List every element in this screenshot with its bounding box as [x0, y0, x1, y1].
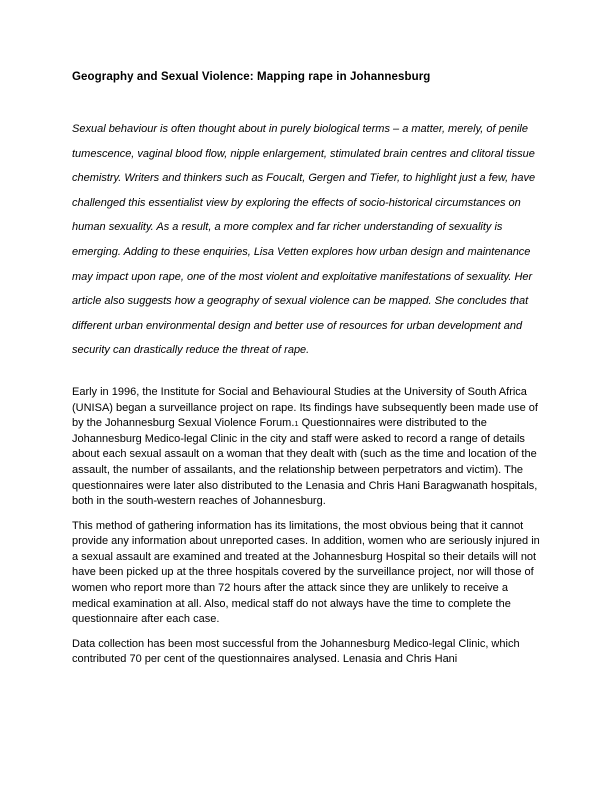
body-paragraph-1 [72, 385, 540, 510]
footnote-reference: 1 [294, 419, 299, 429]
body-paragraph-3: Data collection has been most successful from the Johannesburg Medico-legal Clinic, which contributed 70 per cent of the questionnaires analysed. Lenasia and Chris Hani [72, 637, 520, 666]
body-paragraph-2: This method of gathering information has its limitations, the most obvious being that it cannot provide any information about unreported cases. In addition, women who are seriously injured in a sexual assault are examined and treated at the Johannesburg Hospital so their details will not have been picked up at the three hospitals covered by the surveillance project, nor will those of women who report more than 72 hours after the attack since they are unlikely to receive a medical examination at all. Also, medical staff do not always have the time to complete the questionnaire after each case. [72, 519, 540, 626]
article-body [72, 385, 540, 668]
page-title: Geography and Sexual Violence: Mapping rape in Johannesburg [72, 71, 431, 83]
abstract-paragraph: Sexual behaviour is often thought about in purely biological terms – a matter, merely, of penile tumescence, vaginal blood flow, nipple enlargement, stimulated brain centres and clitoral tissue chemistry. Writers and thinkers such as Foucalt, Gergen and Tiefer, to highlight just a few, have challenged this essentialist view by exploring the effects of socio-historical circumstances on human sexuality. As a result, a more complex and far richer understanding of sexuality is emerging. Adding to these enquiries, Lisa Vetten explores how urban design and maintenance may impact upon rape, one of the most violent and exploitative manifestations of sexuality. Her article also suggests how a geography of sexual violence can be mapped. She concludes that different urban environmental design and better use of resources for urban development and security can drastically reduce the threat of rape. [72, 123, 536, 357]
paragraph-text-before-footnote: Early in 1996, the Institute for Social and Behavioural Studies at the University of South Africa (UNISA) began a surveillance project on rape. Its findings have subsequently been made use of by the Johannesburg Sexual Violence Forum. [72, 385, 538, 430]
paragraph-text-after-footnote: Questionnaires were distributed to the Johannesburg Medico-legal Clinic in the city and staff were asked to record a range of details about each sexual assault on a woman that they dealt with (such as the time and location of the assault, the number of assailants, and the relationship between perpetrators and victim). The questionnaires were later also distributed to the Lenasia and Chris Hani Baragwanath hospitals, both in the south-western reaches of Johannesburg. [72, 417, 538, 508]
